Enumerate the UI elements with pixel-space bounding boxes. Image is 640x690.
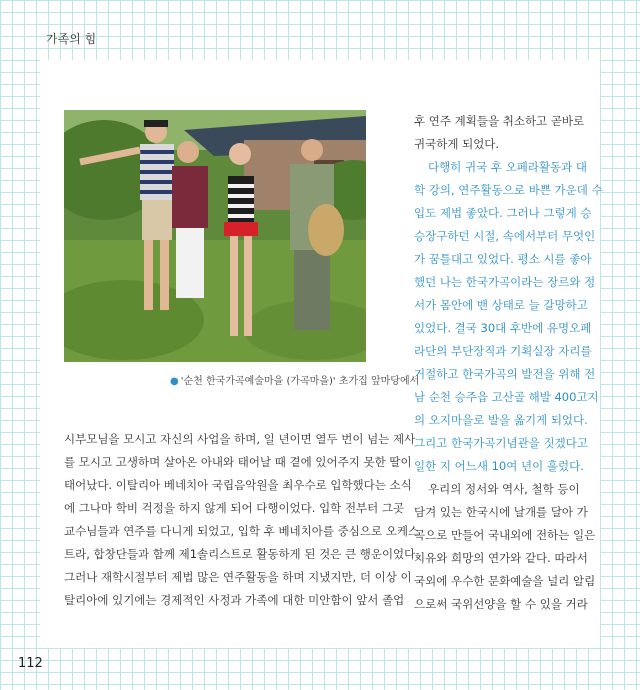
group-photo bbox=[64, 110, 366, 362]
text-line: 탈리아에 있기에는 경제적인 사정과 가족에 대한 미안함이 앞서 졸업 bbox=[64, 593, 405, 607]
highlighted-text-line: 입도 제법 좋았다. 그러나 그렇게 승 bbox=[414, 206, 592, 220]
highlighted-text-line: 그리고 한국가곡기념관을 짓겠다고 bbox=[414, 436, 588, 450]
text-line: 치유와 희망의 연가와 같다. 따라서 bbox=[414, 551, 588, 565]
left-column-text bbox=[64, 428, 420, 612]
photo-caption bbox=[170, 372, 419, 387]
highlighted-text-line: 했던 나는 한국가곡이라는 장르와 정 bbox=[414, 275, 596, 289]
text-line: 그러나 재학시절부터 제법 많은 연주활동을 하며 지냈지만, 더 이상 이 bbox=[64, 570, 412, 584]
highlighted-text-line: 학 강의, 연주활동으로 바쁜 가운데 수 bbox=[414, 183, 603, 197]
highlighted-text-line: 승장구하던 시절, 속에서부터 무엇인 bbox=[414, 229, 596, 243]
highlighted-text-line: 의 오지마을로 발을 옮기게 되었다. bbox=[414, 413, 588, 427]
highlighted-text-line: 가 꿈틀대고 있었다. 평소 시를 좋아 bbox=[414, 252, 592, 266]
text-line: 후 연주 계획들을 취소하고 곧바로 bbox=[414, 114, 585, 128]
text-line: 를 모시고 고생하며 살아온 아내와 태어날 때 곁에 있어주지 못한 딸이 bbox=[64, 455, 412, 469]
photo-caption-text: '순천 한국가곡예술마을 (가곡마을)' 초가집 앞마당에서 bbox=[180, 376, 420, 387]
text-line: 우리의 정서와 역사, 철학 등이 bbox=[428, 482, 580, 496]
text-line: 교수님들과 연주를 다니게 되었고, 입학 후 베네치아를 중심으로 오케스 bbox=[64, 524, 420, 538]
right-column-text bbox=[414, 110, 603, 616]
page-number: 112 bbox=[18, 656, 43, 671]
highlighted-text-line: 일한 지 어느새 10여 년이 흘렀다. bbox=[414, 459, 584, 473]
highlighted-text-line: 있었다. 결국 30대 후반에 유명오페 bbox=[414, 321, 592, 335]
text-line: 귀국하게 되었다. bbox=[414, 137, 500, 151]
text-line: 국외에 우수한 문화예술을 널리 알림 bbox=[414, 574, 596, 588]
highlighted-text-line: 서가 몸안에 밴 상태로 늘 갈망하고 bbox=[414, 298, 588, 312]
text-line: 트라, 합창단들과 함께 제1솔리스트로 활동하게 된 것은 큰 행운이었다. bbox=[64, 547, 419, 561]
text-line: 담겨 있는 한국시에 날개를 달아 가 bbox=[414, 505, 588, 519]
running-header: 가족의 힘 bbox=[46, 32, 97, 46]
bullet-icon: ● bbox=[170, 376, 179, 387]
text-line: 으로써 국위선양을 할 수 있을 거라 bbox=[414, 597, 588, 611]
text-line: 시부모님을 모시고 자신의 사업을 하며, 일 년이면 열두 번이 넘는 제사 bbox=[64, 432, 416, 446]
highlighted-text-line: 다행히 귀국 후 오페라활동과 대 bbox=[428, 160, 588, 174]
text-line: 태어났다. 이탈리아 베네치아 국립음악원을 최우수로 입학했다는 소식 bbox=[64, 478, 412, 492]
text-line: 곡으로 만들어 국내외에 전하는 일은 bbox=[414, 528, 596, 542]
highlighted-text-line: 거절하고 한국가곡의 발전을 위해 전 bbox=[414, 367, 596, 381]
highlighted-text-line: 라단의 부단장직과 기획실장 자리를 bbox=[414, 344, 592, 358]
text-line: 에 그나마 학비 걱정을 하지 않게 되어 다행이었다. 입학 전부터 그곳 bbox=[64, 501, 405, 515]
highlighted-text-line: 남 순천 승주읍 고산골 해발 400고지 bbox=[414, 390, 599, 404]
